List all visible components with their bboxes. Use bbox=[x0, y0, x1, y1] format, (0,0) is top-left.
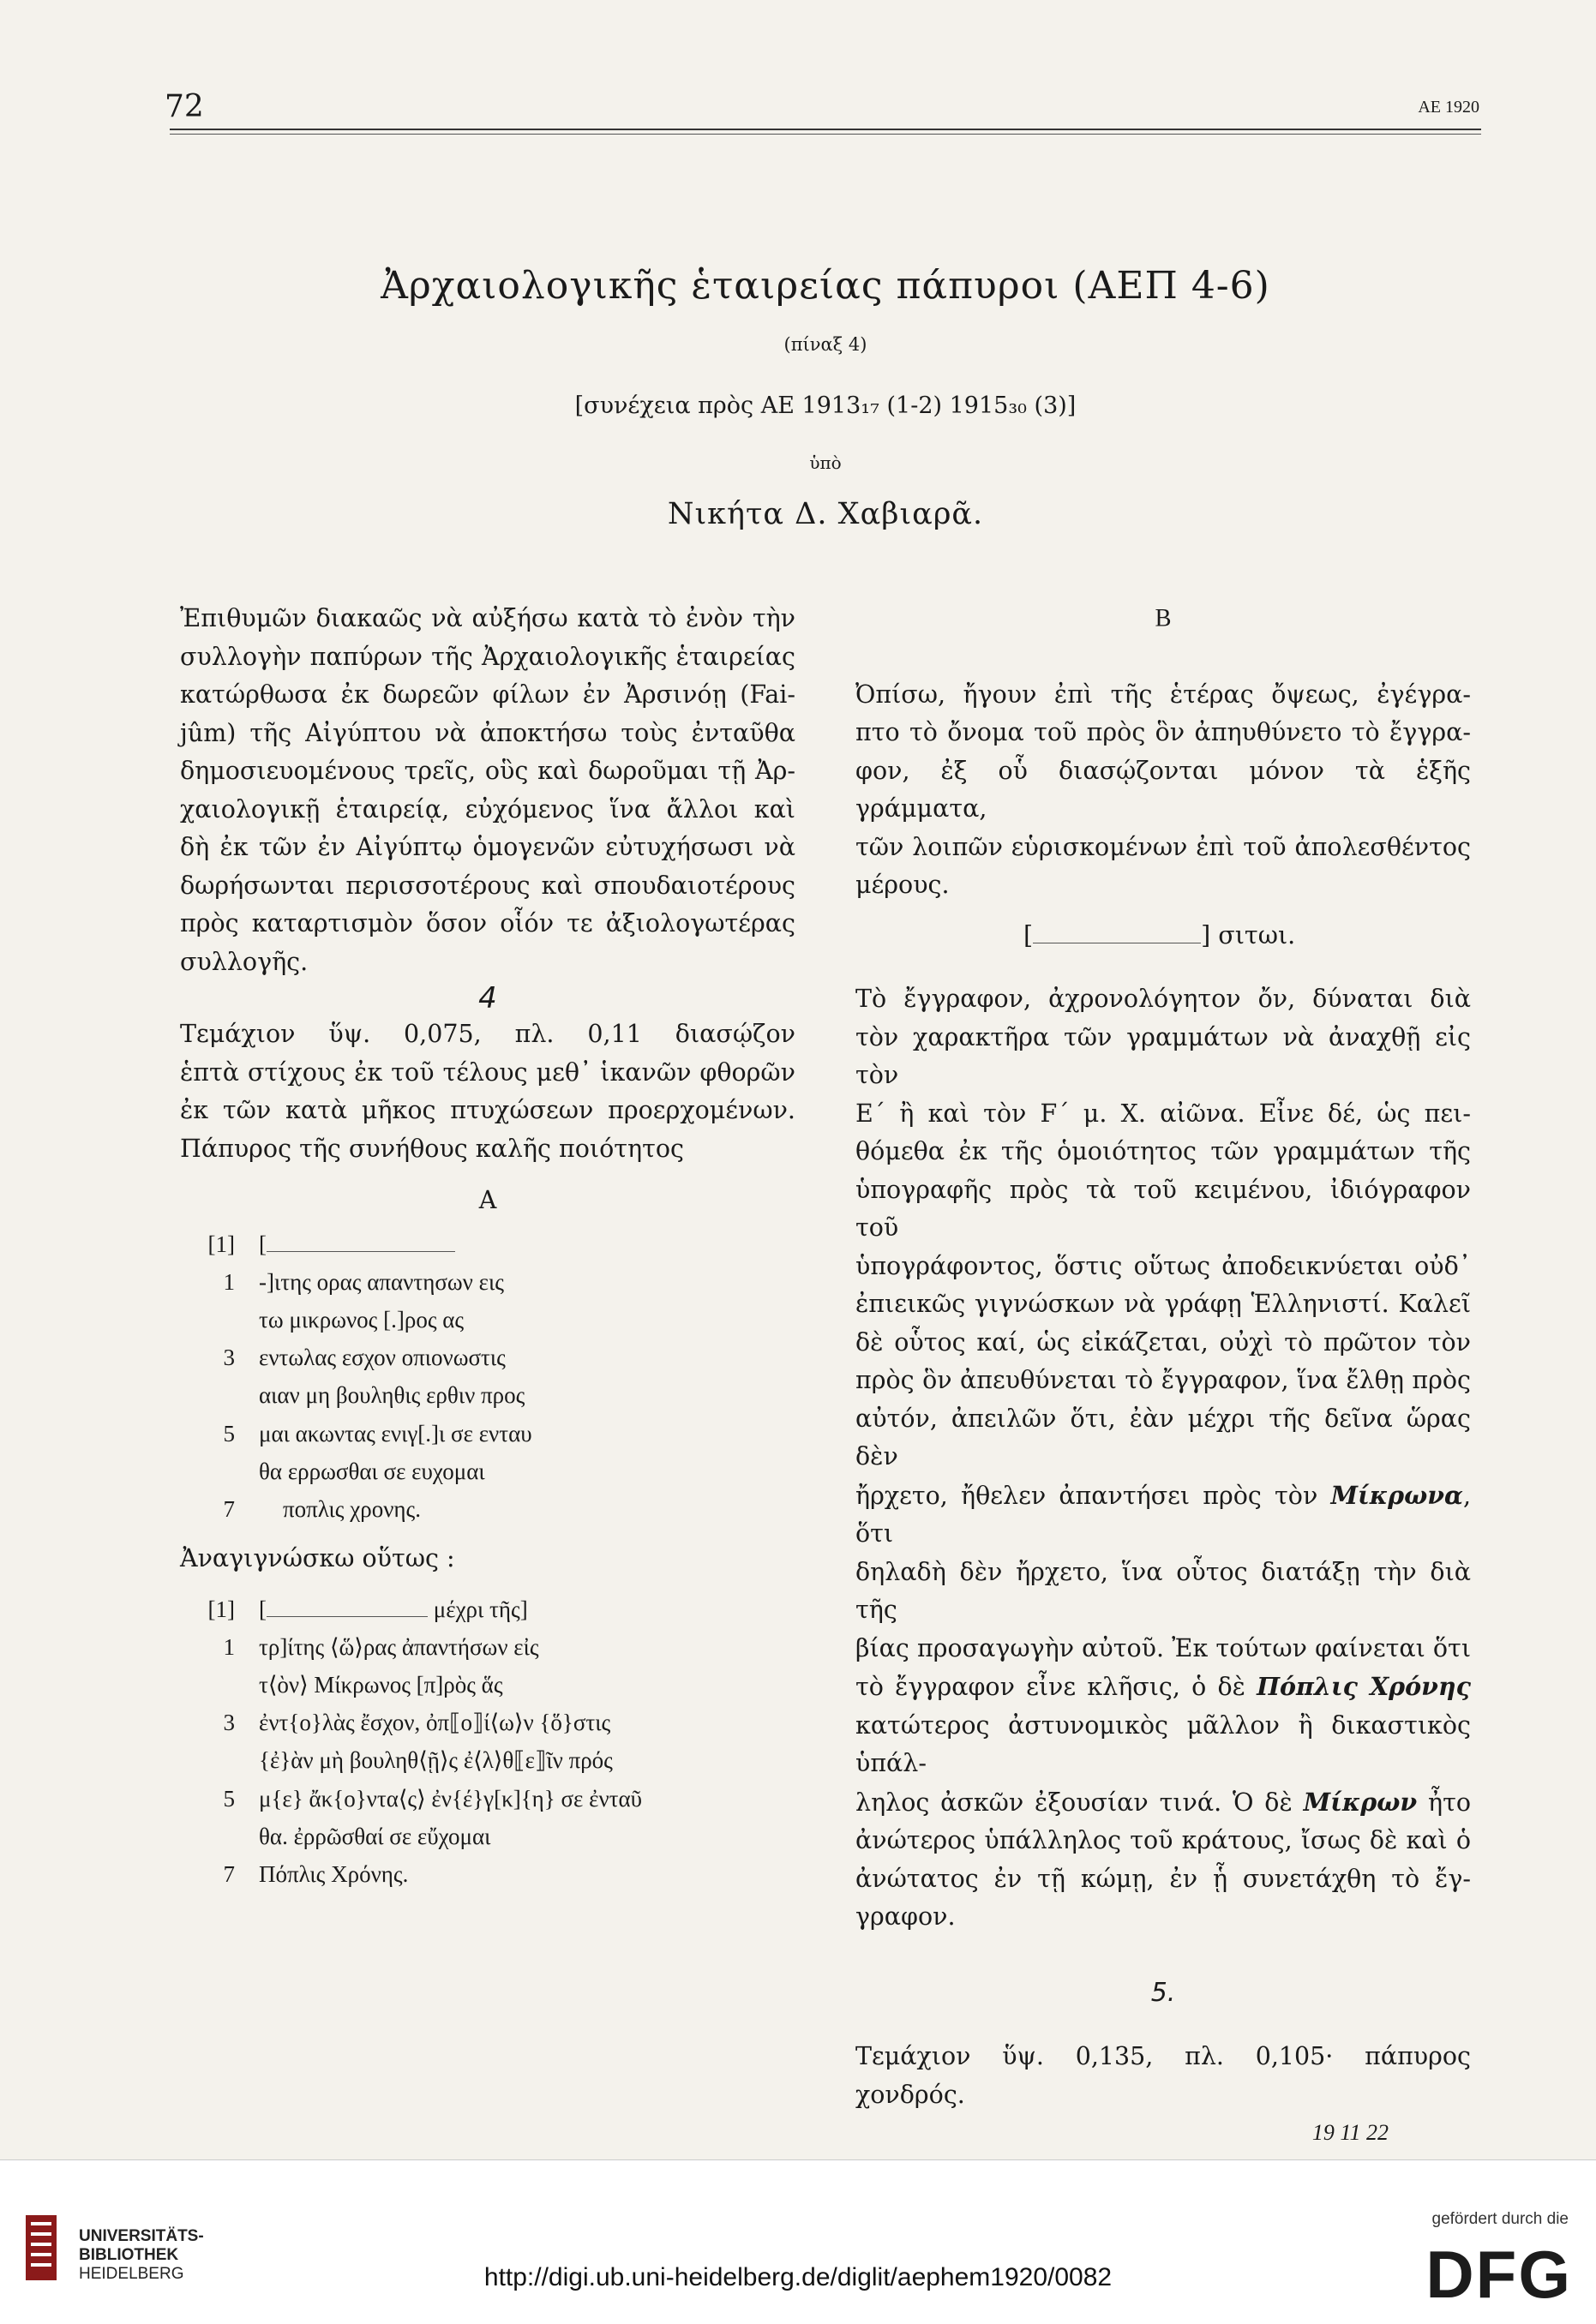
text-line: ἑπτὰ στίχους ἐκ τοῦ τέλους μεθ᾽ ἱκανῶν φθορῶν bbox=[180, 1057, 795, 1087]
section-number-5: 5. bbox=[1150, 1977, 1176, 2008]
transcription-line bbox=[180, 1301, 795, 1339]
line-text: θα. ἐρρῶσθαί σε εὔχομαι bbox=[259, 1823, 491, 1849]
line-text: μ{ε} ἄκ{ο}ντα⟨ς⟩ ἐν{έ}γ[κ]{η} σε ἐνταῦ bbox=[259, 1785, 643, 1812]
funding-note: gefördert durch die bbox=[1431, 2210, 1569, 2228]
text-line: βίας προσαγωγὴν αὐτοῦ. Ἐκ τούτων φαίνεται ὅτι bbox=[855, 1633, 1471, 1662]
text-line: φον, ἐξ οὗ διασῴζονται μόνον τὰ ἑξῆς γράμματα, bbox=[855, 756, 1471, 823]
text-line: συλλογῆς. bbox=[180, 947, 309, 976]
text-line: τὸν χαρακτῆρα τῶν γραμμάτων νὰ ἀναχθῇ εἰς τὸν bbox=[855, 1022, 1471, 1089]
text-line: τῶν λοιπῶν εὑρισκομένων ἐπὶ τοῦ ἀπολεσθέντος bbox=[855, 832, 1471, 861]
text-line: μέρους. bbox=[855, 871, 950, 899]
text-line: ἀνώτατος ἐν τῇ κώμῃ, ἐν ᾗ συνετάχθη τὸ ἔγ- bbox=[855, 1864, 1471, 1893]
line-text: τρ]ίτης ⟨ὥ⟩ρας ἀπαντήσων εἰς bbox=[259, 1633, 539, 1660]
transcription-line bbox=[180, 1780, 795, 1818]
transcription-line bbox=[180, 1376, 795, 1414]
transcription-line bbox=[180, 1855, 795, 1893]
line-number: [1] bbox=[207, 1596, 235, 1622]
transcription-line bbox=[180, 1741, 795, 1779]
text-line: δημοσιευομένους τρεῖς, οὓς καὶ δωροῦμαι τῇ Ἀρ- bbox=[180, 757, 795, 785]
line-text: θα ερρωσθαι σε ευχομαι bbox=[259, 1458, 485, 1484]
text-line: θόμεθα ἐκ τῆς ὁμοιότητος τῶν γραμμάτων τῆς bbox=[855, 1137, 1471, 1165]
text-line: ἐκ τῶν κατὰ μῆκος πτυχώσεων προερχομένων. bbox=[180, 1096, 795, 1124]
page-number: 72 bbox=[165, 89, 204, 124]
line-number: 7 bbox=[223, 1495, 235, 1522]
header-rule bbox=[170, 129, 1481, 130]
line-number: 5 bbox=[223, 1420, 235, 1447]
text-line: Πάπυρος τῆς συνήθους καλῆς ποιότητος bbox=[180, 1134, 684, 1163]
left-column bbox=[180, 600, 795, 1893]
line-text: [ μέχρι τῆς] bbox=[259, 1596, 528, 1622]
line-number bbox=[180, 1666, 259, 1704]
text-line: ἤρχετο, ἤθελεν ἀπαντήσει πρὸς τὸν Μίκρωνα, ὅτι bbox=[855, 1480, 1471, 1548]
text-line: Τεμάχιον ὕψ. 0,075, πλ. 0,11 διασῴζον bbox=[180, 1020, 795, 1048]
text-line: αὐτόν, ἀπειλῶν ὅτι, ἐὰν μέχρι τῆς δεῖνα ὥρας δὲν bbox=[855, 1404, 1471, 1470]
line-number bbox=[180, 1741, 259, 1779]
text-line: Τεμάχιον ὕψ. 0,135, πλ. 0,105· πάπυρος bbox=[855, 2042, 1471, 2070]
line-number: 3 bbox=[223, 1345, 235, 1371]
description-paragraph bbox=[180, 1015, 795, 1168]
text-line: Ἐπιθυμῶν διακαῶς νὰ αὐξήσω κατὰ τὸ ἐνὸν τὴν bbox=[180, 604, 795, 632]
line-number: 1 bbox=[223, 1268, 235, 1295]
header-rule-thin bbox=[170, 134, 1481, 135]
date-stamp: 19 11 22 bbox=[1311, 2120, 1389, 2145]
plate-reference: (πίναξ 4) bbox=[783, 334, 867, 355]
author-name: Νικήτα Δ. Χαβιαρᾶ. bbox=[667, 497, 984, 531]
reading-intro: Ἀναγιγνώσκω οὕτως : bbox=[180, 1544, 455, 1573]
text-line: κατώτερος ἀστυνομικὸς μᾶλλον ἢ δικαστικὸς ὑπάλ- bbox=[855, 1710, 1471, 1777]
text-line: κατώρθωσα ἐκ δωρεῶν φίλων ἐν Ἀρσινόῃ (Fai- bbox=[180, 680, 795, 709]
transcription-line bbox=[180, 1818, 795, 1855]
name-mikron: Μίκρων bbox=[1303, 1787, 1418, 1817]
side-a-heading: Α bbox=[478, 1186, 497, 1214]
text-line: Ε´ ἢ καὶ τὸν F´ μ. Χ. αἰῶνα. Εἶνε δέ, ὡς πει- bbox=[855, 1099, 1471, 1128]
text-line: χονδρός. bbox=[855, 2080, 965, 2109]
lacuna-line bbox=[267, 1234, 455, 1252]
continuation-reference: [συνέχεια πρὸς ΑΕ 1913₁₇ (1-2) 1915₃₀ (3)] bbox=[574, 392, 1077, 419]
line-number bbox=[180, 1818, 259, 1855]
line-text: εντωλας εσχον οπιονωστις bbox=[259, 1345, 506, 1371]
line-text: τ⟨ὸν⟩ Μίκρωνος [π]ρὸς ἅς bbox=[259, 1672, 503, 1698]
right-column bbox=[855, 600, 1471, 2153]
text-line: δὲ οὗτος καί, ὡς εἰκάζεται, οὐχὶ τὸ πρῶτον τὸν bbox=[855, 1327, 1471, 1357]
text-line: χαιολογικῇ ἑταιρείᾳ, εὐχόμενος ἵνα ἄλλοι καὶ bbox=[180, 794, 795, 824]
text-line: Τὸ ἔγγραφον, ἀχρονολόγητον ὄν, δύναται διὰ bbox=[855, 985, 1471, 1013]
byline-prefix: ὑπὸ bbox=[809, 452, 842, 473]
source-url-link[interactable]: http://digi.ub.uni-heidelberg.de/diglit/aephem1920/0082 bbox=[483, 2263, 1113, 2291]
name-mikron: Μίκρωνα bbox=[1330, 1480, 1463, 1510]
reading-transcription bbox=[180, 1590, 795, 1894]
line-number: 5 bbox=[223, 1785, 235, 1812]
line-number: [1] bbox=[207, 1231, 235, 1257]
line-text: {ἐ}ὰν μὴ βουληθ⟨ῇ⟩ς ἐ⟨λ⟩θ⟦ε⟧ῖν πρός bbox=[259, 1747, 613, 1774]
side-b-heading: Β bbox=[1155, 605, 1172, 632]
text-line: ἐπιεικῶς γιγνώσκων νὰ γράφῃ Ἑλληνιστί. Καλεῖ bbox=[855, 1290, 1471, 1318]
intro-paragraph bbox=[180, 600, 795, 981]
text-line: jûm) τῆς Αἰγύπτου νὰ ἀποκτήσω τοὺς ἐνταῦθα bbox=[180, 718, 795, 747]
line-text: Πόπλις Χρόνης. bbox=[259, 1861, 409, 1888]
line-number bbox=[180, 1452, 259, 1490]
text-line: συλλογὴν παπύρων τῆς Ἀρχαιολογικῆς ἑταιρείας bbox=[180, 642, 795, 671]
transcription-line bbox=[180, 1415, 795, 1452]
dfg-logo: DFG bbox=[1425, 2237, 1572, 2312]
line-number bbox=[180, 1301, 259, 1339]
transcription-line bbox=[180, 1339, 795, 1376]
line-text: αιαν μη βουληθις ερθιν προς bbox=[259, 1382, 525, 1409]
name-poplis-chrones: Πόπλις Χρόνης bbox=[1257, 1672, 1471, 1701]
transcription-line bbox=[180, 1225, 795, 1263]
text-line: ληλος ἀσκῶν ἐξουσίαν τινά. Ὁ δὲ Μίκρων ἦτο bbox=[855, 1787, 1472, 1817]
line-text: μαι ακωντας ενιγ[.]ι σε ενταυ bbox=[259, 1420, 532, 1447]
text-line: Ὀπίσω, ἤγουν ἐπὶ τῆς ἑτέρας ὄψεως, ἐγέγρα- bbox=[855, 680, 1471, 709]
text-line: πρὸς καταρτισμὸν ὅσον οἷόν τε ἀξιολογωτέρας bbox=[180, 909, 795, 937]
text-line: δωρήσωνται περισσοτέρους καὶ σπουδαιοτέρους bbox=[180, 871, 795, 900]
digitization-footer bbox=[0, 2159, 1596, 2324]
transcription-line bbox=[180, 1704, 795, 1741]
line-text: -]ιτης ορας απαντησων εις bbox=[259, 1268, 504, 1295]
transcription-line bbox=[180, 1452, 795, 1490]
line-number: 1 bbox=[223, 1633, 235, 1660]
text-line: τὸ ἔγγραφον εἶνε κλῆσις, ὁ δὲ Πόπλις Χρόνης bbox=[855, 1672, 1471, 1701]
line-number bbox=[180, 1376, 259, 1414]
line-number: 3 bbox=[223, 1710, 235, 1736]
line-text: τω μικρωνος [.]ρος ας bbox=[259, 1306, 465, 1333]
text-line: πρὸς ὃν ἀπευθύνεται τὸ ἔγγραφον, ἵνα ἔλθῃ πρὸς bbox=[855, 1366, 1471, 1394]
text-line: πτο τὸ ὄνομα τοῦ πρὸς ὃν ἀπηυθύνετο τὸ ἔγγρα- bbox=[855, 718, 1471, 746]
transcription-line bbox=[180, 1666, 795, 1704]
transcription-line bbox=[180, 1590, 795, 1628]
text-line: γραφον. bbox=[855, 1902, 956, 1931]
section-number-4: 4 bbox=[478, 981, 497, 1015]
line-text: [ bbox=[259, 1225, 455, 1263]
text-line: ὑπογραφῆς πρὸς τὰ τοῦ κειμένου, ἰδιόγραφον τοῦ bbox=[855, 1175, 1471, 1242]
commentary-paragraph bbox=[855, 980, 1471, 1937]
transcription-line bbox=[180, 1490, 795, 1528]
text-line: δηλαδὴ δὲν ἤρχετο, ἵνα οὗτος διατάξῃ τὴν διὰ τῆς bbox=[855, 1557, 1471, 1624]
lacuna-line bbox=[1033, 925, 1201, 943]
lacuna-line bbox=[267, 1599, 428, 1617]
line-text: ποπλις χρονης. bbox=[283, 1495, 421, 1522]
line-number: 7 bbox=[223, 1861, 235, 1888]
text-line: ὑπογράφοντος, ὅστις οὕτως ἀποδεικνύεται οὐδ᾽ bbox=[855, 1251, 1471, 1280]
text-line: δὴ ἐκ τῶν ἐν Αἰγύπτῳ ὁμογενῶν εὐτυχήσωσι νὰ bbox=[180, 833, 795, 861]
transcription-line bbox=[180, 1263, 795, 1301]
article-title: Ἀρχαιολογικῆς ἑταιρείας πάπυροι (ΑΕΠ 4-6) bbox=[381, 264, 1270, 308]
running-head: ΑΕ 1920 bbox=[1418, 98, 1479, 117]
library-name: UNIVERSITÄTS- BIBLIOTHEK HEIDELBERG bbox=[79, 2227, 204, 2283]
side-b-fragment: [ ] σιτωι. bbox=[1023, 920, 1296, 949]
text-line: ἀνώτερος ὑπάλληλος τοῦ κράτους, ἴσως δὲ καὶ ὁ bbox=[855, 1826, 1471, 1854]
diplomatic-transcription bbox=[180, 1225, 795, 1529]
side-b-paragraph bbox=[855, 676, 1471, 905]
transcription-line bbox=[180, 1628, 795, 1666]
line-text: ἐντ{ο}λὰς ἔσχον, ὀπ⟦ο⟧ί⟨ω⟩ν {ὅ}στις bbox=[259, 1710, 611, 1736]
